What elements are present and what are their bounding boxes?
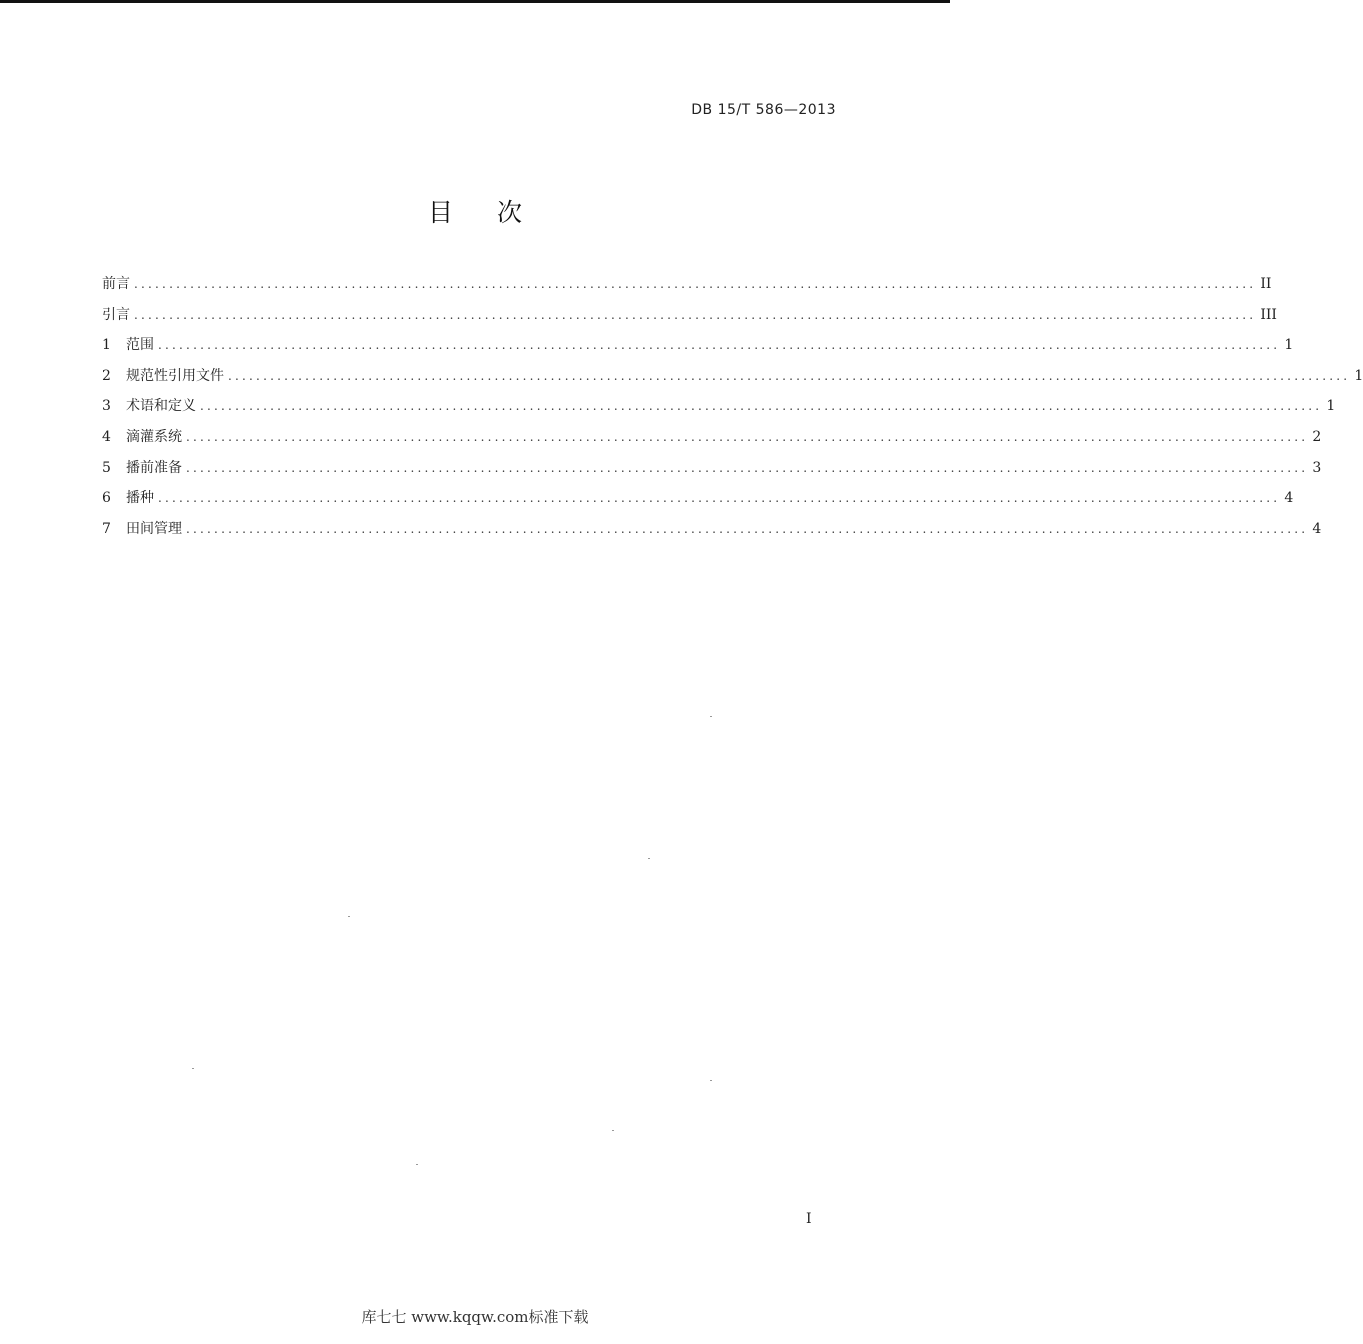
toc-entry-label: 范围 xyxy=(126,337,154,354)
toc-entry[interactable] xyxy=(102,272,1272,303)
toc-entry-page: 2 xyxy=(1312,428,1322,445)
top-border-rule xyxy=(0,0,950,3)
toc-entry-page: II xyxy=(1260,276,1272,292)
toc-dot-leader: ................................................................................................................................................................ xyxy=(134,277,1257,291)
toc-entry-label: 术语和定义 xyxy=(126,398,196,415)
scan-speck xyxy=(348,916,350,917)
toc-entry-page: 3 xyxy=(1312,459,1322,476)
toc-entry-page: III xyxy=(1260,306,1277,323)
toc-entry-page: 4 xyxy=(1312,520,1322,537)
toc-entry[interactable] xyxy=(102,425,1322,456)
toc-dot-leader: ................................................................................................................................................................ xyxy=(158,491,1281,506)
page-number: I xyxy=(806,1211,812,1227)
toc-dot-leader: ................................................................................................................................................................ xyxy=(186,460,1309,475)
toc-entry-page: 1 xyxy=(1354,367,1363,384)
toc-dot-leader: ................................................................................................................................................................ xyxy=(158,338,1281,353)
toc-dot-leader: ................................................................................................................................................................ xyxy=(228,368,1351,383)
watermark-text[interactable]: 库七七 www.kqqw.com标准下载 xyxy=(361,1308,589,1326)
toc-entry-number: 1 xyxy=(102,337,111,354)
toc-entry-number: 6 xyxy=(102,490,111,507)
table-of-contents xyxy=(102,272,1363,547)
scan-speck xyxy=(612,1130,614,1131)
toc-entry[interactable] xyxy=(102,364,1363,395)
toc-entry-label: 田间管理 xyxy=(126,520,182,537)
scan-speck xyxy=(416,1164,418,1165)
scan-speck xyxy=(648,858,650,859)
toc-title: 目次 xyxy=(427,198,566,227)
scan-speck xyxy=(710,716,712,717)
toc-entry[interactable] xyxy=(102,456,1322,487)
toc-entry-label: 播种 xyxy=(126,490,154,507)
toc-entry-number: 7 xyxy=(102,520,111,537)
toc-entry-number: 5 xyxy=(102,459,111,476)
toc-dot-leader: ................................................................................................................................................................ xyxy=(200,399,1323,414)
toc-entry[interactable] xyxy=(102,394,1336,425)
toc-dot-leader: ................................................................................................................................................................ xyxy=(186,429,1309,444)
toc-entry-label: 播前准备 xyxy=(126,459,182,476)
toc-dot-leader: ................................................................................................................................................................ xyxy=(186,521,1309,536)
toc-entry-label: 前言 xyxy=(102,276,130,292)
toc-entry-number: 4 xyxy=(102,428,111,445)
toc-entry[interactable] xyxy=(102,486,1294,517)
toc-entry-number: 2 xyxy=(102,367,111,384)
scan-speck xyxy=(192,1068,194,1069)
toc-entry-label: 引言 xyxy=(102,306,130,323)
toc-entry-number: 3 xyxy=(102,398,111,415)
toc-entry-label: 滴灌系统 xyxy=(126,428,182,445)
toc-dot-leader: ................................................................................................................................................................ xyxy=(134,307,1257,322)
toc-entry[interactable] xyxy=(102,517,1322,548)
toc-entry[interactable] xyxy=(102,303,1277,334)
standard-number: DB 15/T 586—2013 xyxy=(691,102,836,118)
scan-speck xyxy=(710,1080,712,1081)
toc-entry[interactable] xyxy=(102,333,1294,364)
toc-entry-page: 1 xyxy=(1326,398,1336,415)
toc-entry-page: 1 xyxy=(1284,337,1294,354)
toc-entry-label: 规范性引用文件 xyxy=(126,367,224,384)
toc-entry-page: 4 xyxy=(1284,490,1294,507)
